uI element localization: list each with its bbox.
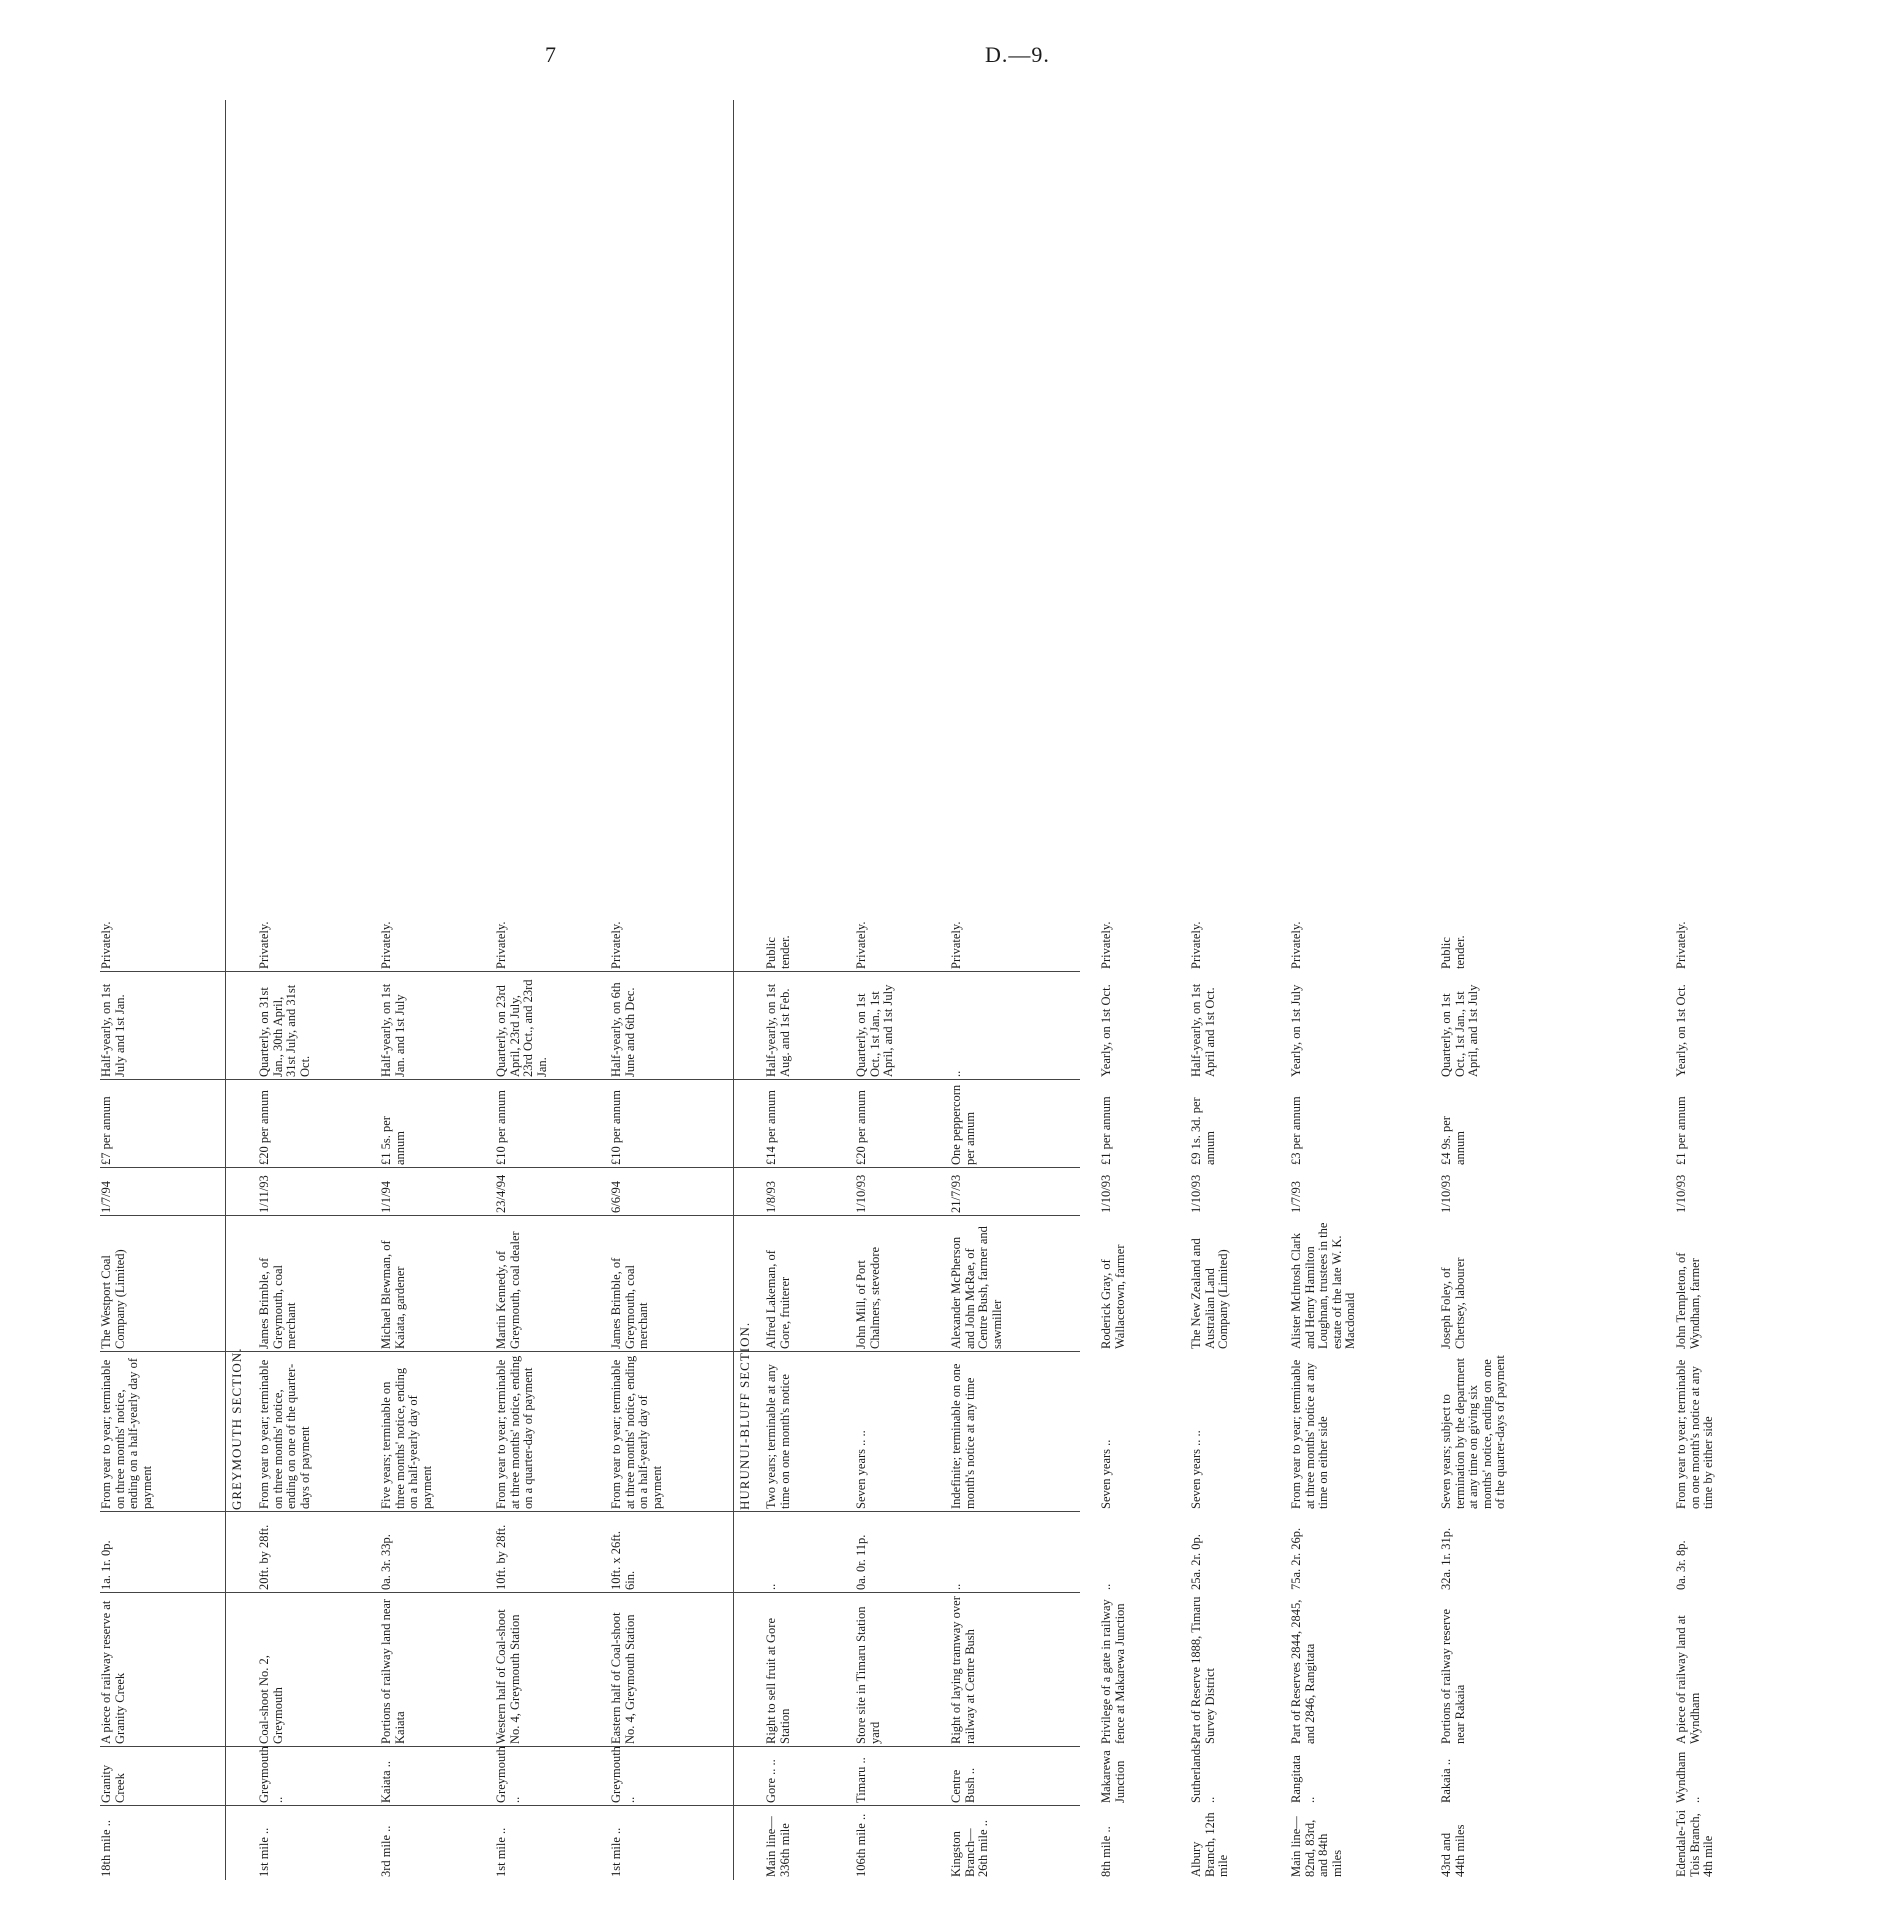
table-row	[1290, 100, 1440, 1880]
cell-station: Sutherlands ..	[1189, 1743, 1217, 1803]
cell-lessee: John Mill, of Port Chalmers, stevedore	[854, 1246, 882, 1349]
cell-location: 1st mile ..	[609, 1827, 623, 1877]
table-row	[380, 100, 495, 1880]
cell-term: Seven years .. ..	[854, 1430, 868, 1509]
table-row	[1440, 100, 1675, 1880]
cell-how: Privately.	[379, 921, 393, 969]
table-row	[1675, 100, 1880, 1880]
cell-payable: Half-yearly, on 1st Jan. and 1st July	[379, 983, 407, 1077]
cell-lessee: James Brimble, of Greymouth, coal merchant	[257, 1257, 298, 1349]
section-rule	[225, 100, 226, 1880]
section-heading: GREYMOUTH SECTION.	[229, 1347, 244, 1510]
table-row	[1190, 100, 1290, 1880]
cell-description: Right of laying tramway over railway at Centre Bush	[949, 1596, 977, 1744]
cell-rent: £20 per annum	[257, 1090, 271, 1165]
cell-how: Privately.	[609, 921, 623, 969]
cell-lessee: The Westport Coal Company (Limited)	[99, 1249, 127, 1349]
leases-table	[99, 100, 1715, 1880]
cell-station: Wyndham ..	[1674, 1751, 1702, 1803]
cell-station: Makarewa Junction	[1099, 1750, 1127, 1803]
cell-description: A piece of railway land at Wyndham	[1674, 1615, 1702, 1744]
cell-area: 75a. 2r. 26p.	[1289, 1527, 1303, 1590]
cell-how: Privately.	[494, 921, 508, 969]
cell-date: 1/10/93	[1189, 1174, 1203, 1213]
section-rule	[733, 100, 734, 1880]
cell-location: Main line— 336th mile	[764, 1816, 792, 1877]
cell-description: Part of Reserve 1888, Timaru Survey District	[1189, 1596, 1217, 1744]
cell-location: Kingston Branch— 26th mile ..	[949, 1820, 990, 1877]
cell-station: Kaiata ..	[379, 1761, 393, 1803]
table-row	[1100, 100, 1190, 1880]
cell-date: 6/6/94	[609, 1181, 623, 1213]
cell-payable: Yearly, on 1st Oct.	[1099, 984, 1113, 1077]
cell-rent: £1 per annum	[1674, 1096, 1688, 1165]
cell-lessee: Alister McIntosh Clark and Henry Hamilton Loughnan, trustees in the estate of the late W. K. Macdonald	[1289, 1222, 1357, 1349]
cell-area: 0a. 3r. 8p.	[1674, 1540, 1688, 1590]
cell-station: Greymouth ..	[257, 1746, 285, 1803]
cell-rent: £4 9s. per annum	[1439, 1116, 1467, 1165]
cell-area: ..	[1099, 1583, 1113, 1590]
cell-date: 1/7/94	[99, 1181, 113, 1213]
cell-description: Western half of Coal-shoot No. 4, Greymouth Station	[494, 1609, 522, 1744]
cell-lessee: Joseph Foley, of Chertsey, labourer	[1439, 1257, 1467, 1349]
cell-location: 106th mile ..	[854, 1813, 868, 1877]
cell-description: Portions of railway land near Kaiata	[379, 1598, 407, 1744]
cell-area: 0a. 0r. 11p.	[854, 1534, 868, 1590]
cell-term: Five years; terminable on three months' notice, ending on a half-yearly day of payment	[379, 1367, 434, 1509]
cell-payable: Half-yearly, on 1st April and 1st Oct.	[1189, 983, 1217, 1077]
cell-station: Rakaia ..	[1439, 1758, 1453, 1803]
cell-term: Seven years; subject to termination by the department at any time on giving six months' notice, ending on one of the quarter-days of payment	[1439, 1355, 1507, 1509]
cell-term: From year to year; terminable on three months' notice, ending on one of the quarter-days of payment	[257, 1359, 312, 1509]
cell-lessee: Alfred Lakeman, of Gore, fruiterer	[764, 1250, 792, 1349]
cell-lessee: Alexander McPherson and John McRae, of Centre Bush, farmer and sawmiller	[949, 1226, 1004, 1349]
table-row	[950, 100, 1100, 1880]
cell-area: 25a. 2r. 0p.	[1189, 1534, 1203, 1590]
cell-date: 1/10/93	[1099, 1174, 1113, 1213]
cell-station: Granity Creek	[99, 1764, 127, 1803]
table-row	[765, 100, 855, 1880]
cell-how: Public tender.	[764, 935, 792, 969]
cell-date: 1/10/93	[1674, 1174, 1688, 1213]
cell-area: ..	[949, 1583, 963, 1590]
cell-station: Timaru ..	[854, 1757, 868, 1803]
cell-how: Privately.	[1674, 921, 1688, 969]
cell-description: Right to sell fruit at Gore Station	[764, 1617, 792, 1744]
cell-date: 1/10/93	[1439, 1174, 1453, 1213]
cell-area: 32a. 1r. 31p.	[1439, 1527, 1453, 1590]
cell-date: 21/7/93	[949, 1174, 963, 1213]
cell-rent: £10 per annum	[494, 1090, 508, 1165]
cell-term: From year to year; terminable at three months' notice, ending on a quarter-day of payment	[494, 1355, 535, 1509]
cell-term: From year to year; terminable at three months' notice, ending on a half-yearly day of payment	[609, 1355, 664, 1509]
cell-location: Albury Branch, 12th mile	[1189, 1812, 1230, 1877]
cell-how: Privately.	[1189, 921, 1203, 969]
cell-area: 0a. 3r. 33p.	[379, 1534, 393, 1590]
cell-payable: Half-yearly, on 1st July and 1st Jan.	[99, 983, 127, 1077]
cell-how: Privately.	[1289, 921, 1303, 969]
cell-payable: Quarterly, on 1st Oct., 1st Jan., 1st April, and 1st July	[1439, 984, 1480, 1077]
cell-rent: One peppercorn per annum	[949, 1084, 977, 1165]
cell-rent: £3 per annum	[1289, 1096, 1303, 1165]
cell-how: Privately.	[1099, 921, 1113, 969]
table-row	[100, 100, 230, 1880]
table-row	[610, 100, 738, 1880]
cell-rent: £1 5s. per annum	[379, 1116, 407, 1165]
cell-term: From year to year; terminable at three months' notice at any time on either side	[1289, 1359, 1330, 1509]
cell-description: Privilege of a gate in railway fence at Makarewa Junction	[1099, 1599, 1127, 1744]
cell-description: Store site in Timaru Station yard	[854, 1606, 882, 1744]
cell-station: Rangitata ..	[1289, 1755, 1317, 1803]
cell-area: 10ft. by 28ft.	[494, 1524, 508, 1590]
cell-description: Portions of railway reserve near Rakaia	[1439, 1608, 1467, 1744]
cell-date: 1/11/93	[257, 1175, 271, 1213]
cell-description: Coal-shoot No. 2, Greymouth	[257, 1655, 285, 1744]
cell-lessee: Michael Blewman, of Kaiata, gardener	[379, 1240, 407, 1349]
cell-term: Seven years ..	[1099, 1439, 1113, 1509]
cell-date: 1/10/93	[854, 1174, 868, 1213]
cell-rent: £14 per annum	[764, 1090, 778, 1165]
cell-payable: Quarterly, on 1st Oct., 1st Jan., 1st April, and 1st July	[854, 984, 895, 1077]
cell-date: 23/4/94	[494, 1174, 508, 1213]
cell-how: Privately.	[949, 921, 963, 969]
cell-lessee: Martin Kennedy, of Greymouth, coal dealer	[494, 1231, 522, 1349]
cell-rent: £10 per annum	[609, 1090, 623, 1165]
cell-how: Public tender.	[1439, 935, 1467, 969]
cell-rent: £9 1s. 3d. per annum	[1189, 1097, 1217, 1165]
cell-description: A piece of railway reserve at Granity Creek	[99, 1600, 127, 1744]
cell-term: From year to year; terminable on three months' notice, ending on a half-yearly day of payment	[99, 1358, 154, 1509]
cell-payable: Yearly, on 1st July	[1289, 984, 1303, 1077]
cell-date: 1/7/93	[1289, 1181, 1303, 1213]
cell-location: 18th mile ..	[99, 1820, 113, 1877]
cell-how: Privately.	[854, 921, 868, 969]
cell-location: 8th mile ..	[1099, 1826, 1113, 1877]
cell-term: Seven years .. ..	[1189, 1430, 1203, 1509]
cell-lessee: Roderick Gray, of Wallacetown, farmer	[1099, 1244, 1127, 1349]
cell-station: Gore .. ..	[764, 1759, 778, 1803]
table-row	[258, 100, 380, 1880]
cell-location: 1st mile ..	[257, 1827, 271, 1877]
cell-rent: £20 per annum	[854, 1090, 868, 1165]
cell-payable: ..	[949, 1070, 963, 1077]
cell-description: Eastern half of Coal-shoot No. 4, Greymouth Station	[609, 1612, 637, 1744]
cell-station: Centre Bush ..	[949, 1767, 977, 1803]
cell-location: Main line— 82nd, 83rd, and 84th miles	[1289, 1816, 1344, 1877]
cell-lessee: James Brimble, of Greymouth, coal merchant	[609, 1257, 650, 1349]
cell-term: Two years; terminable at any time on one month's notice	[764, 1364, 792, 1509]
cell-payable: Half-yearly, on 1st Aug. and 1st Feb.	[764, 983, 792, 1077]
cell-how: Privately.	[257, 921, 271, 969]
cell-description: Part of Reserves 2844, 2845, and 2846, Rangitata	[1289, 1599, 1317, 1744]
table-row	[855, 100, 950, 1880]
cell-payable: Quarterly, on 31st Jan., 30th April, 31st July, and 31st Oct.	[257, 984, 312, 1077]
section-heading: HURUNUI-BLUFF SECTION.	[737, 1321, 752, 1510]
cell-location: 43rd and 44th miles	[1439, 1824, 1467, 1877]
page-number: 7	[545, 42, 556, 67]
document-reference: D.—9.	[985, 42, 1050, 67]
cell-area: 20ft. by 28ft.	[257, 1524, 271, 1590]
cell-area: 10ft. x 26ft. 6in.	[609, 1530, 637, 1590]
cell-station: Greymouth ..	[494, 1746, 522, 1803]
cell-payable: Yearly, on 1st Oct.	[1674, 984, 1688, 1077]
table-row	[495, 100, 610, 1880]
cell-area: ..	[764, 1583, 778, 1590]
cell-payable: Half-yearly, on 6th June and 6th Dec.	[609, 982, 637, 1077]
cell-lessee: The New Zealand and Australian Land Company (Limited)	[1189, 1238, 1230, 1349]
cell-how: Privately.	[99, 921, 113, 969]
cell-rent: £1 per annum	[1099, 1096, 1113, 1165]
cell-rent: £7 per annum	[99, 1096, 113, 1165]
cell-station: Greymouth ..	[609, 1746, 637, 1803]
cell-location: 3rd mile ..	[379, 1825, 393, 1877]
cell-location: 1st mile ..	[494, 1827, 508, 1877]
cell-lessee: John Templeton, of Wyndham, farmer	[1674, 1252, 1702, 1349]
cell-date: 1/1/94	[379, 1181, 393, 1213]
cell-location: Edendale-Toi Tois Branch, 4th mile	[1674, 1809, 1715, 1877]
cell-date: 1/8/93	[764, 1181, 778, 1213]
cell-area: 1a. 1r. 0p.	[99, 1540, 113, 1590]
cell-term: From year to year; terminable on one month's notice at any time by either side	[1674, 1359, 1715, 1509]
cell-term: Indefinite; terminable on one month's notice at any time	[949, 1363, 977, 1509]
cell-payable: Quarterly, on 23rd April, 23rd July, 23rd Oct., and 23rd Jan.	[494, 979, 549, 1077]
